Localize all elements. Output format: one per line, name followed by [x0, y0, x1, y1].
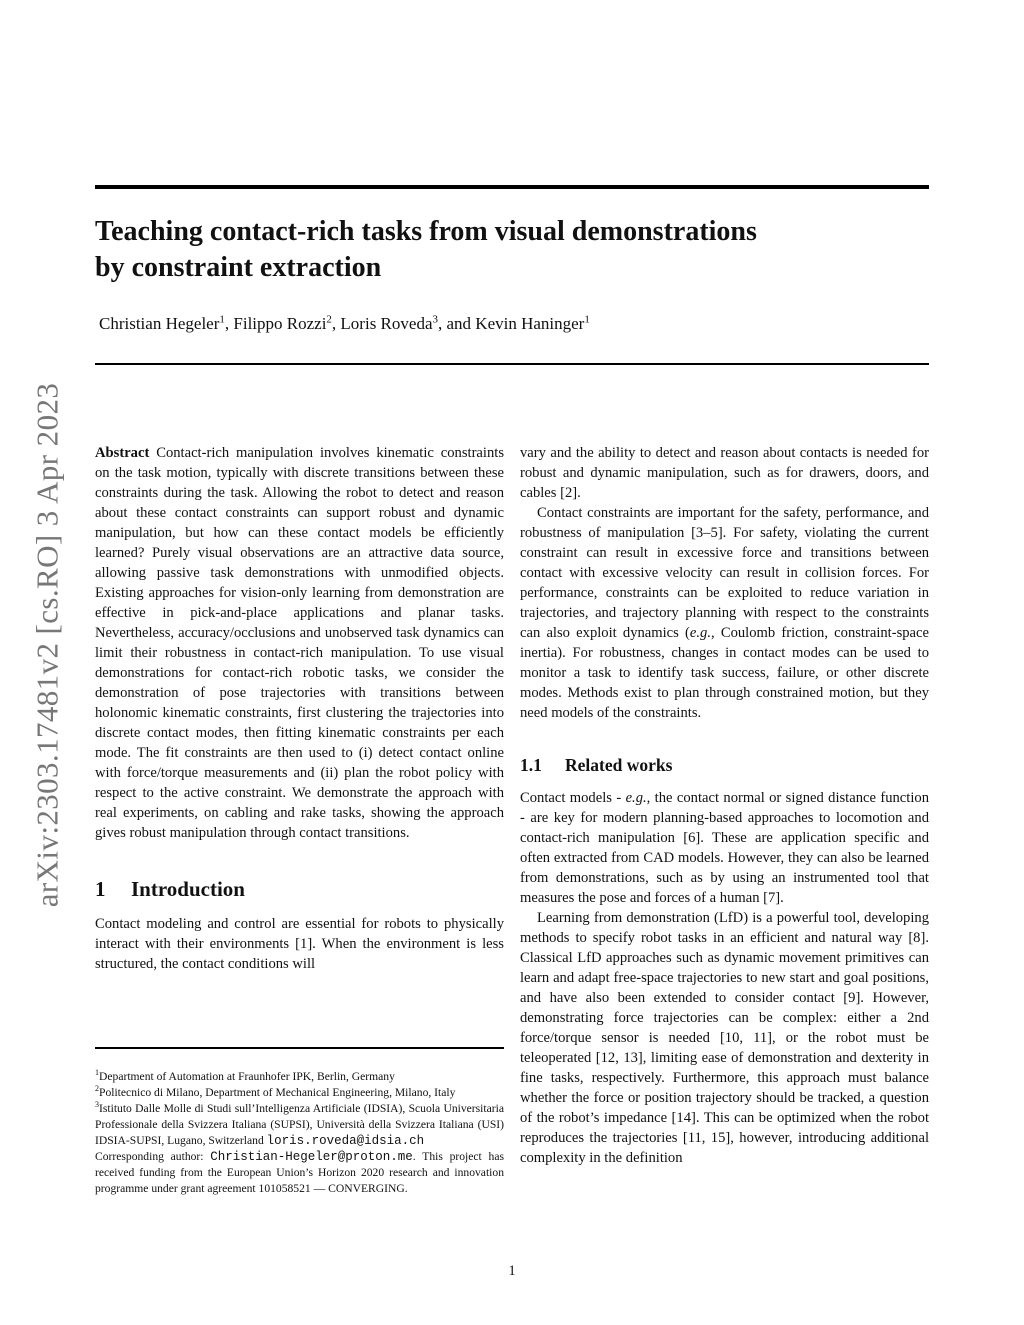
footnote-text: . This project has received funding from the European Union’s Horizon 2020 research and innovation programme under grant agreement 101058521 — CONVERGING. — [95, 1150, 504, 1195]
arxiv-stamp — [22, 360, 72, 930]
right-column — [520, 443, 929, 1168]
author-name: Loris Roveda — [340, 314, 433, 333]
author-name: Kevin Haninger — [475, 314, 585, 333]
author-separator: , and — [438, 314, 476, 333]
page-number: 1 — [508, 1263, 516, 1279]
related-paragraph-2: Learning from demonstration (LfD) is a powerful tool, developing methods to specify robot tasks in an efficient and natural way [8]. Classical LfD approaches such as dynamic movement primitives can learn and adapt free-space trajectories to new start and goal positions, and have also been extended to consider contact [9]. However, demonstrating force trajectories can be complex: either a 2nd force/torque sensor is needed [10, 11], or the robot must be teleoperated [12, 13], limiting ease of demonstration and dexterity in fine tasks, respectively. Furthermore, this approach must balance whether the force or position trajectory should be tracked, a question of the robot’s impedance [14]. This can be optimized when the robot reproduces the trajectories [11, 15], however, introducing additional complexity in the definition — [520, 910, 929, 1166]
author-list — [99, 312, 919, 336]
abstract — [95, 443, 504, 843]
author-name: Christian Hegeler — [99, 314, 220, 333]
footnote-text: Istituto Dalle Molle di Studi sull’Intelligenza Artificiale (IDSIA), Scuola Universitaria Professionale della Svizzera Italiana (SUPSI), Università della Svizzera Italiana (USI) IDSIA-SUPSI, Lugano, Switzerland — [95, 1102, 504, 1147]
intro-paragraph-1-start: Contact modeling and control are essential for robots to physically interact with their environments [1]. When the environment is less structured, the contact conditions will — [95, 916, 504, 972]
paragraph-text: , Coulomb friction, constraint-space inertia). For robustness, changes in contact modes can be used to monitor a task to identify task success, failure, or other discrete modes. Methods exist to plan through constrained motion, but they need models of the constraints. — [520, 625, 929, 721]
email-link[interactable]: loris.roveda@idsia.ch — [266, 1134, 425, 1148]
paper-title — [95, 214, 915, 286]
paragraph-text: Contact constraints are important for the safety, performance, and robustness of manipulation [3–5]. For safety, violating the current constraint can result in excessive force and transitions between contact with excessive velocity can result in collision forces. For performance, constraints can be exploited to reduce variation in trajectories, and trajectory planning with respect to the constraints can also exploit dynamics ( — [520, 505, 929, 641]
title-line-2: by constraint extraction — [95, 252, 382, 283]
paragraph-text: , the contact normal or signed distance function - are key for modern planning-based approaches to locomotion and contact-rich manipulation [6]. These are application specific and often extracted from CAD models. However, they can also be learned from demonstrations, such as by using an instrumented tool that measures the pose and forces of a human [7]. — [520, 790, 929, 906]
arxiv-identifier: arXiv:2303.17481v2 [cs.RO] 3 Apr 2023 — [29, 382, 64, 908]
section-number: 1 — [95, 877, 106, 901]
top-rule — [95, 185, 929, 189]
emphasis: e.g. — [625, 790, 647, 806]
subsection-title: Related works — [565, 755, 673, 775]
footnote-text: Corresponding author: — [95, 1150, 211, 1163]
section-heading-introduction — [95, 876, 504, 902]
footnote-mark: 3 — [95, 1100, 99, 1110]
footnote-rule — [95, 1047, 504, 1049]
author-affiliation-mark: 3 — [432, 313, 438, 326]
author-separator: , — [331, 314, 341, 333]
subsection-heading-related-works — [520, 753, 929, 777]
footnote-corresponding-author — [95, 1149, 504, 1197]
header-rule — [95, 363, 929, 365]
title-line-1: Teaching contact-rich tasks from visual demonstrations — [95, 216, 757, 247]
related-paragraph-1 — [520, 788, 929, 908]
footnote-text: Department of Automation at Fraunhofer IPK, Berlin, Germany — [99, 1070, 395, 1083]
footnote-mark: 1 — [95, 1068, 99, 1078]
footnote-affiliation-2 — [95, 1085, 504, 1101]
footnote-text: Politecnico di Milano, Department of Mechanical Engineering, Milano, Italy — [99, 1086, 456, 1099]
emphasis: e.g. — [689, 625, 711, 641]
footnote-affiliation-3 — [95, 1101, 504, 1149]
intro-paragraph-2 — [520, 503, 929, 723]
intro-paragraph-1-end: vary and the ability to detect and reason about contacts is needed for robust and dynamic manipulation, such as for drawers, doors, and cables [2]. — [520, 445, 929, 501]
author-name: Filippo Rozzi — [233, 314, 327, 333]
left-column — [95, 443, 504, 974]
abstract-text: Contact-rich manipulation involves kinematic constraints on the task motion, typically with discrete transitions between these constraints during the task. Allowing the robot to detect and reason about these contact constraints can support robust and dynamic manipulation, but how can these contact models be efficiently learned? Purely visual observations are an attractive data source, allowing passive task demonstrations with unmodified objects. Existing approaches for vision-only learning from demonstration are effective in pick-and-place applications and planar tasks. Nevertheless, accuracy/occlusions and unobserved task dynamics can limit their robustness in contact-rich manipulation. To use visual demonstrations for contact-rich robotic tasks, we consider the demonstration of pose trajectories with transitions between holonomic kinematic constraints, first clustering the trajectories into discrete contact modes, then fitting kinematic constraints per each mode. The fit constraints are then used to (i) detect contact online with force/torque measurements and (ii) plan the robot policy with respect to the active constraint. We demonstrate the approach with real experiments, on cabling and rake tasks, showing the approach gives robust manipulation through contact transitions. — [95, 445, 504, 841]
email-link[interactable]: Christian-Hegeler@proton.me — [210, 1150, 413, 1164]
subsection-number: 1.1 — [520, 755, 542, 775]
paragraph-text: Contact models - — [520, 790, 626, 806]
footnotes — [95, 1069, 504, 1197]
author-affiliation-mark: 2 — [326, 313, 332, 326]
author-affiliation-mark: 1 — [219, 313, 225, 326]
author-separator: , — [224, 314, 234, 333]
footnote-affiliation-1 — [95, 1069, 504, 1085]
abstract-label: Abstract — [95, 445, 150, 461]
author-affiliation-mark: 1 — [584, 313, 590, 326]
section-title: Introduction — [131, 877, 245, 901]
footnote-mark: 2 — [95, 1084, 99, 1094]
